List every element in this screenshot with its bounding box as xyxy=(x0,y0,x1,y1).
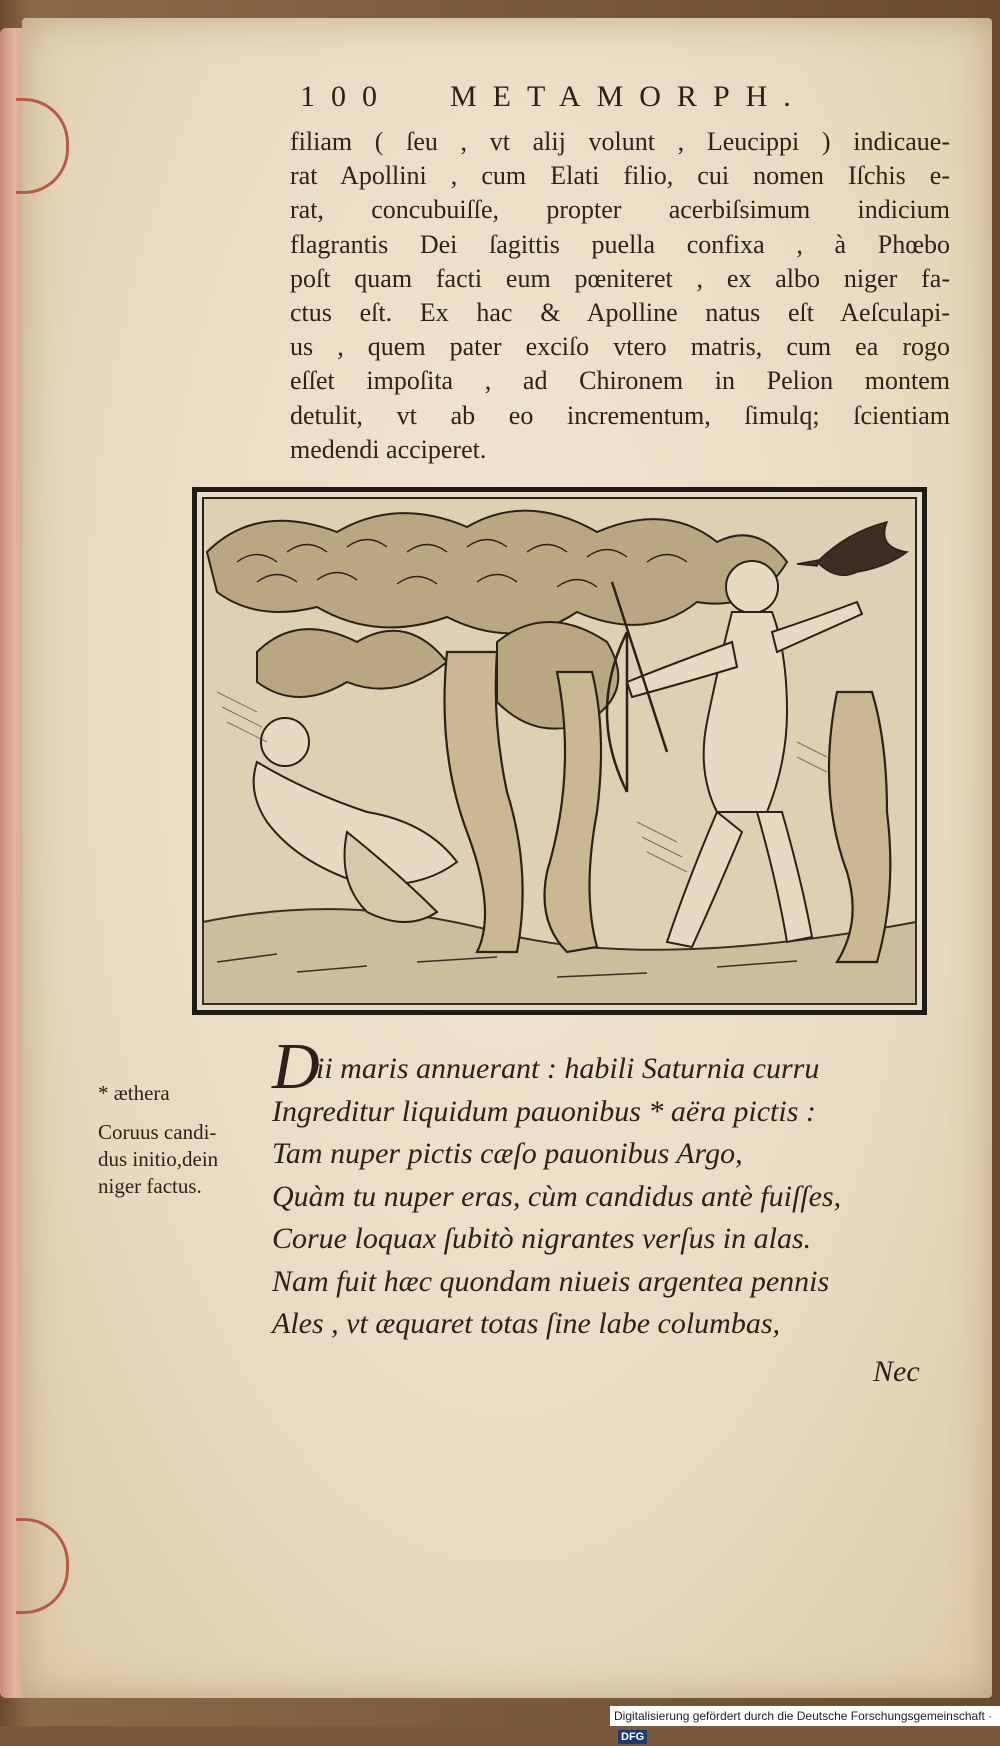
drop-cap: D xyxy=(272,1030,320,1103)
marginal-note-line: dus initio,dein xyxy=(98,1147,219,1171)
prose-commentary xyxy=(290,125,950,467)
binding-ring-bottom xyxy=(16,1518,69,1614)
digitization-footer xyxy=(610,1706,1000,1743)
prose-line: us , quem pater exciſo vtero matris, cum ea rogo xyxy=(290,332,950,362)
binding-ring-top xyxy=(16,98,69,194)
catchword: Nec xyxy=(873,1355,920,1388)
verse-line: Quàm tu nuper eras, cùm candidus antè fuiſſes, xyxy=(272,1179,842,1213)
marginal-note-line: niger factus. xyxy=(98,1174,202,1198)
prose-line: flagrantis Dei ſagittis puella confixa , à Phœbo xyxy=(290,229,950,259)
verse-line: Ales , vt æquaret totas ſine labe columbas, xyxy=(272,1307,780,1340)
prose-line: eſſet impoſita , ad Chironem in Pelion montem xyxy=(290,366,950,396)
prose-line: poſt quam facti eum pœniteret , ex albo niger fa- xyxy=(290,263,950,293)
dfg-logo: DFG xyxy=(618,1730,647,1744)
woodcut-illustration xyxy=(192,487,927,1015)
footer-text: Digitalisierung gefördert durch die Deutsche Forschungsgemeinschaft · xyxy=(614,1709,993,1723)
verse-text xyxy=(272,1030,932,1346)
prose-line: medendi acciperet. xyxy=(290,434,487,464)
verse-line: Nam fuit hæc quondam niueis argentea pennis xyxy=(272,1264,830,1298)
prose-line: filiam ( ſeu , vt alij volunt , Leucippi ) indicaue- xyxy=(290,127,950,156)
marginal-notes xyxy=(98,1080,278,1200)
verse-line: Corue loquax ſubitò nigrantes verſus in alas. xyxy=(272,1222,812,1255)
marginal-note-line: Coruus candi- xyxy=(98,1120,217,1144)
woodcut-drawing xyxy=(197,492,922,1010)
prose-line: ctus eſt. Ex hac & Apolline natus eſt Aeſculapi- xyxy=(290,298,950,328)
running-title: METAMORPH. xyxy=(450,80,807,113)
prose-line: rat Apollini , cum Elati filio, cui nomen Iſchis e- xyxy=(290,161,950,191)
page-number: 100 xyxy=(300,80,393,113)
gloss-aethera: * æthera xyxy=(98,1081,170,1105)
verse-line: ii maris annuerant : habili Saturnia curru xyxy=(316,1052,820,1085)
prose-line: detulit, vt ab eo incrementum, ſimulq; ſcientiam xyxy=(290,400,950,430)
verse-line: Ingreditur liquidum pauonibus * aëra pictis : xyxy=(272,1094,816,1128)
verse-line: Tam nuper pictis cæſo pauonibus Argo, xyxy=(272,1137,743,1170)
prose-line: rat, concubuiſſe, propter acerbiſsimum indicium xyxy=(290,195,950,225)
